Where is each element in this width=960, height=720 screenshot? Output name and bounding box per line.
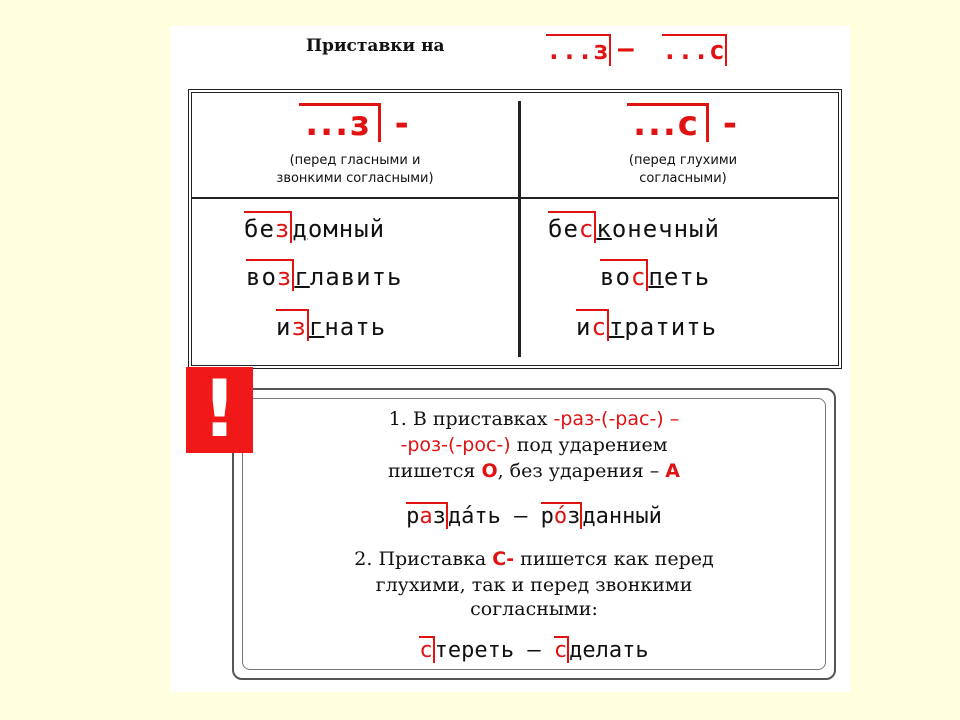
left-column-header: [192, 103, 518, 188]
left-note-line1: (перед гласными и: [289, 153, 421, 168]
example-word: бездомный: [244, 211, 385, 243]
rules-box: [232, 388, 836, 680]
title-prefix-s: ...с: [662, 36, 725, 66]
rule1-example: разда́ть – ро́зданный: [406, 504, 662, 529]
rule1-line2: -роз-(-рос-) под ударением: [400, 434, 668, 456]
rule2-line1: 2. Приставка С- пишется как перед: [354, 548, 714, 570]
right-note-line1: (перед глухими: [628, 153, 738, 168]
example-word: бесконечный: [548, 211, 720, 243]
page-title: Приставки на: [306, 36, 445, 56]
prefix-table: [188, 89, 842, 369]
exclamation-icon: !: [201, 365, 238, 455]
left-prefix: ...з: [299, 103, 381, 142]
example-word: возглавить: [246, 259, 403, 291]
left-prefix-dash: -: [394, 104, 411, 144]
example-word: истратить: [576, 309, 717, 341]
left-note-line2: звонкими согласными): [276, 171, 434, 186]
rule1-line3: пишется О, без ударения – А: [388, 460, 680, 482]
rule2-line3: согласными:: [470, 598, 598, 620]
example-word: воспеть: [600, 259, 710, 291]
warning-badge: [186, 367, 253, 453]
right-prefix: ...с: [627, 103, 709, 142]
header-divider: [192, 197, 838, 199]
title-dash: –: [618, 34, 634, 64]
rule2-line2: глухими, так и перед звонкими: [375, 574, 693, 596]
rule2-example: стереть – сделать: [419, 638, 649, 663]
title-prefix-z: ...з: [546, 36, 609, 66]
right-prefix-dash: -: [722, 104, 739, 144]
right-column-header: [520, 103, 846, 188]
right-note-line2: согласными): [639, 171, 727, 186]
example-word: изгнать: [276, 309, 386, 341]
rule1-line1: 1. В приставках -раз-(-рас-) –: [388, 408, 680, 430]
